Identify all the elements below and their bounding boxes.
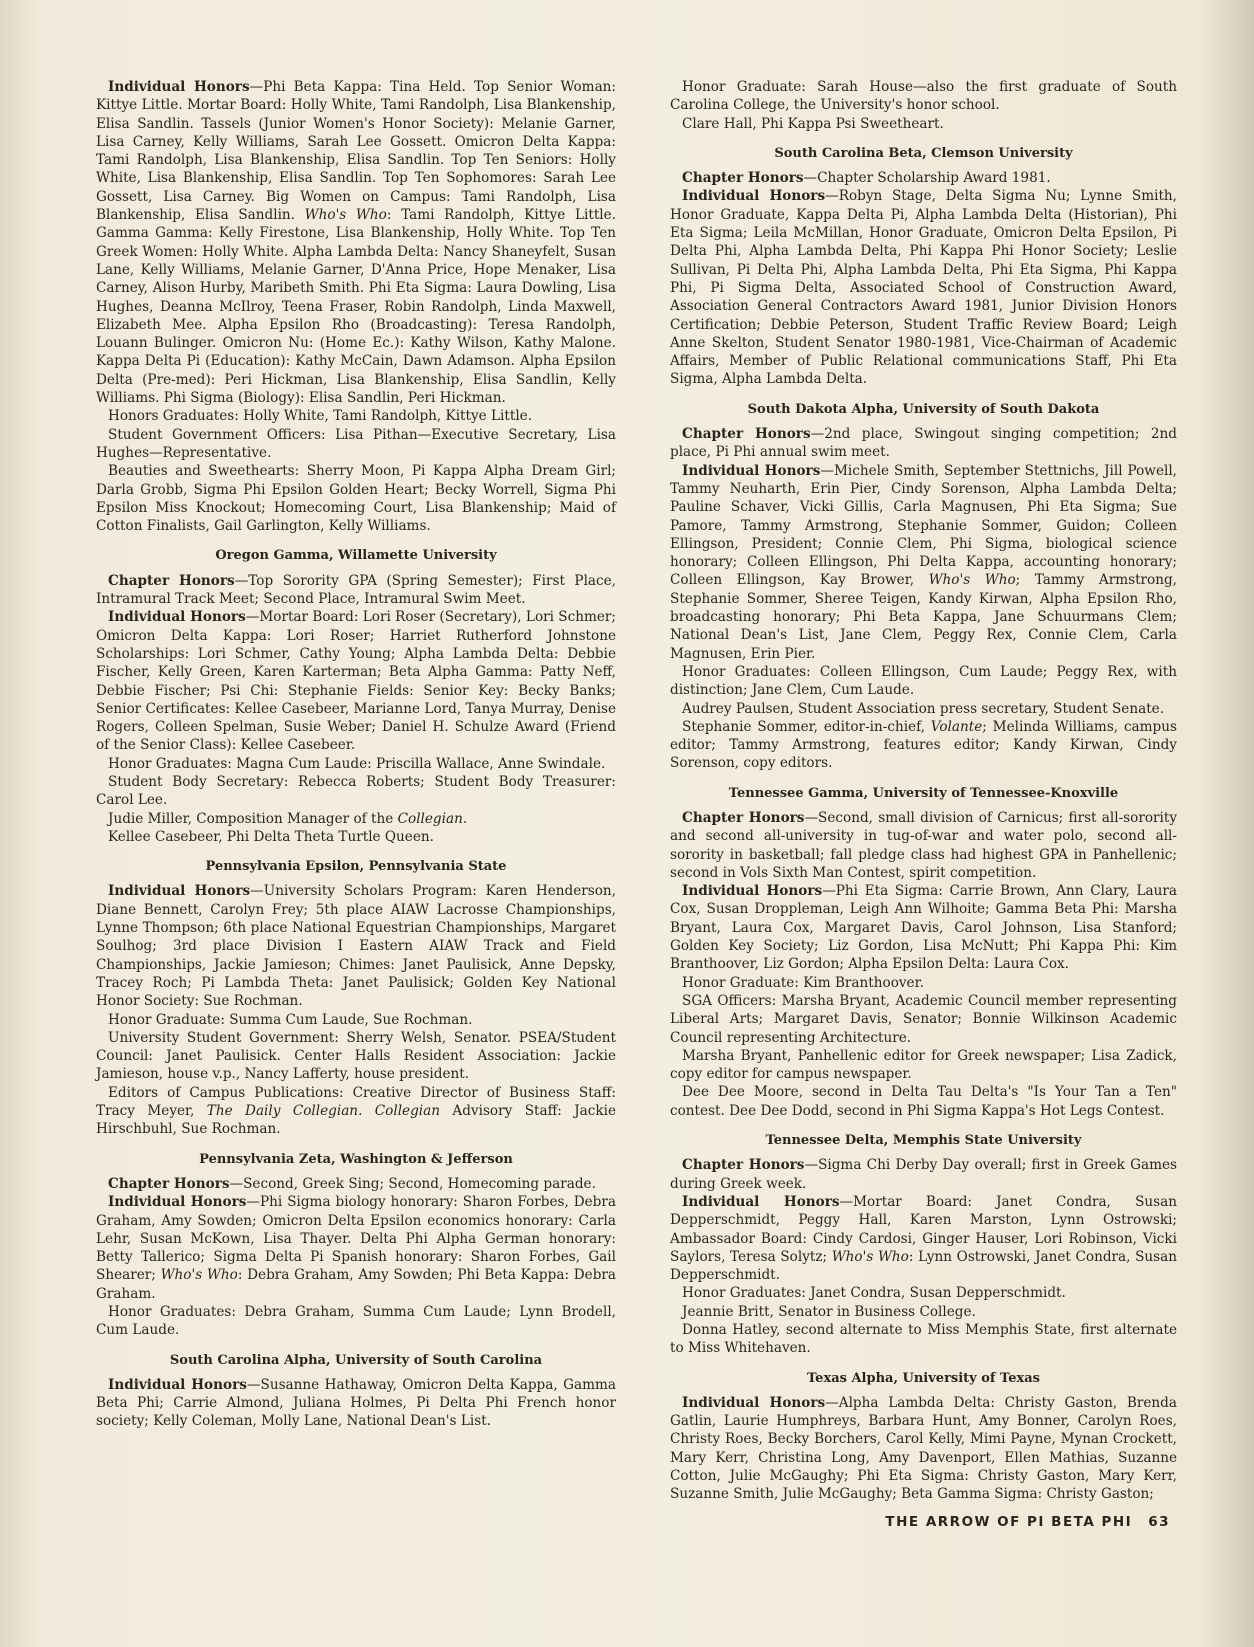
paragraph-text: —Phi Sigma biology honorary: Sharon Forbes, Debra Graham, Amy Sowden; Omicron Delta Epsilon economics honorary: Carla Lehr, Susan McKown, Lisa Thayer. Delta Phi Alpha German honorary: Betty Tallerico; Sigma Delta Pi Spanish honorary: Sharon Forbes, Gail Shearer; xyxy=(96,1194,616,1284)
paragraph xyxy=(670,169,1177,187)
paragraph-text: : Debra Graham, Amy Sowden; Phi Beta Kappa: Debra Graham. xyxy=(96,1267,616,1302)
paragraph-text: —Chapter Scholarship Award 1981. xyxy=(803,170,1051,187)
run-in-label: Individual Honors xyxy=(682,462,821,479)
italic-title: Collegian xyxy=(397,810,463,827)
paragraph-text: —2nd place, Swingout singing competition; 2nd place, Pi Phi annual swim meet. xyxy=(670,426,1178,461)
paragraph-text: . xyxy=(358,1103,375,1120)
paragraph xyxy=(670,974,1177,992)
paragraph xyxy=(670,809,1177,882)
paragraph-text: Honor Graduate: Sarah House—also the first graduate of South Carolina College, the University's honor school. xyxy=(670,79,1177,114)
paragraph-text: —Top Sorority GPA (Spring Semester); First Place, Intramural Track Meet; Second Place, Intramural Swim Meet. xyxy=(96,572,617,608)
paragraph-text: Honor Graduate: Kim Branthoover. xyxy=(682,974,924,991)
italic-title: Who's Who xyxy=(831,1248,909,1265)
paragraph-text: Kellee Casebeer, Phi Delta Theta Turtle Queen. xyxy=(108,828,434,845)
paragraph-text: Beauties and Sweethearts: Sherry Moon, Pi Kappa Alpha Dream Girl; Darla Grobb, Sigma Phi Epsilon Golden Heart; Becky Worrell, Sigma Phi Epsilon Miss Knockout; Homecoming Court, Lisa Blankenship; Maid of Cotton Finalists, Gail Garlington, Kelly Williams. xyxy=(96,463,616,535)
paragraph-text: ; Tammy Armstrong, Stephanie Sommer, Sheree Teigen, Kandy Kirwan, Alpha Epsilon Rho, broadcasting honorary; Phi Beta Kappa, Jane Schuurmans Clem; National Dean's List, Jane Clem, Peggy Rex, Connie Clem, Carla Magnusen, Erin Pier. xyxy=(670,572,1178,662)
paragraph xyxy=(96,1175,616,1193)
paragraph xyxy=(670,1156,1177,1193)
run-in-label: Chapter Honors xyxy=(682,809,805,826)
paragraph-text: ; Melinda Williams, campus editor; Tammy Armstrong, features editor; Kandy Kirwan, Cindy Sorenson, copy editors. xyxy=(670,718,1177,772)
paragraph xyxy=(670,1047,1177,1084)
paragraph xyxy=(96,882,616,1010)
paragraph-text: Student Government Officers: Lisa Pithan—Executive Secretary, Lisa Hughes—Representative. xyxy=(96,426,616,461)
paragraph-text: —Michele Smith, September Stettnichs, Jill Powell, Tammy Neuharth, Erin Pier, Cindy Sorenson, Alpha Lambda Delta; Pauline Schaver, Vicki Gillis, Carla Magnusen, Phi Eta Sigma; Sue Pamore, Tammy Armstrong, Stephanie Sommer, Guidon; Colleen Ellingson, President; Connie Clem, Phi Sigma, biological science honorary; Colleen Ellingson, Phi Delta Kappa, accounting honorary; Colleen Ellingson, Kay Brower, xyxy=(670,462,1178,589)
paragraph-text: Dee Dee Moore, second in Delta Tau Delta's "Is Your Tan a Ten" contest. Dee Dee Dodd, second in Phi Sigma Kappa's Hot Legs Contest. xyxy=(670,1084,1177,1119)
paragraph xyxy=(96,1011,616,1029)
paragraph-text: Marsha Bryant, Panhellenic editor for Greek newspaper; Lisa Zadick, copy editor for campus newspaper. xyxy=(670,1047,1177,1083)
section-heading: South Dakota Alpha, University of South Dakota xyxy=(747,401,1100,417)
paragraph xyxy=(670,1083,1177,1120)
paragraph xyxy=(96,1376,616,1431)
run-in-label: Individual Honors xyxy=(682,1193,840,1210)
paragraph xyxy=(670,1303,1177,1321)
run-in-label: Individual Honors xyxy=(682,188,826,205)
paragraph xyxy=(670,425,1177,462)
section-heading: South Carolina Beta, Clemson University xyxy=(774,145,1073,161)
paragraph-text: —University Scholars Program: Karen Henderson, Diane Bennett, Carolyn Frey; 5th place AIAW Lacrosse Championships, Lynne Thompson; 6th place National Equestrian Championships, Margaret Soulhog; 3rd place Division I Eastern AIAW Track and Field Championships, Jackie Jamieson; Chimes: Janet Paulisick, Anne Depsky, Tracey Roch; Pi Lambda Theta: Janet Paulisick; Golden Key National Honor Society: Sue Rochman. xyxy=(96,883,616,1010)
paragraph-text: —Second, Greek Sing; Second, Homecoming parade. xyxy=(229,1175,596,1192)
section-heading: Tennessee Gamma, University of Tennessee-Knoxville xyxy=(728,785,1119,801)
paragraph xyxy=(670,700,1177,718)
run-in-label: Individual Honors xyxy=(108,883,251,900)
paragraph-text: Stephanie Sommer, editor-in-chief, xyxy=(682,718,931,735)
publication-title: THE ARROW OF PI BETA PHI xyxy=(885,1514,1133,1530)
run-in-label: Chapter Honors xyxy=(108,1175,230,1192)
paragraph xyxy=(670,1321,1177,1358)
paragraph-text: —Phi Eta Sigma: Carrie Brown, Ann Clary, Laura Cox, Susan Droppleman, Leigh Ann Wilhoite; Gamma Beta Phi: Marsha Bryant, Laura Cox, Margaret Davis, Carol Johnson, Lisa Stanford; Golden Key Society; Liz Gordon, Lisa McNutt; Phi Kappa Phi: Kim Branthoover, Liz Gordon; Alpha Epsilon Delta: Laura Cox. xyxy=(670,883,1177,973)
italic-title: Who's Who xyxy=(160,1267,238,1284)
paragraph xyxy=(670,992,1177,1047)
paragraph xyxy=(670,718,1177,773)
paragraph-text: Jeannie Britt, Senator in Business College. xyxy=(682,1303,976,1320)
paragraph xyxy=(96,426,616,463)
paragraph xyxy=(96,1193,616,1303)
page-footer xyxy=(870,1514,1170,1530)
paragraph-text: Honors Graduates: Holly White, Tami Randolph, Kittye Little. xyxy=(108,408,533,425)
paragraph xyxy=(670,115,1177,133)
right-column xyxy=(670,78,1177,1504)
paragraph-text: —Second, small division of Carnicus; first all-sorority and second all-university in tug-of-war and water polo, second all-sorority in basketball; fall pledge class had highest GPA in Panhellenic; second in Vols Sixth Man Contest, spirit competition. xyxy=(670,809,1177,881)
paragraph-text: Judie Miller, Composition Manager of the xyxy=(108,810,398,827)
paragraph-text: —Sigma Chi Derby Day overall; first in Greek Games during Greek week. xyxy=(670,1157,1178,1192)
italic-title: The Daily Collegian xyxy=(206,1103,359,1120)
italic-title: Volante xyxy=(930,718,983,735)
paragraph xyxy=(96,572,616,609)
italic-title: Who's Who xyxy=(304,207,387,224)
paragraph-text: Editors of Campus Publications: Creative Director of Business Staff: Tracy Meyer, xyxy=(96,1084,616,1120)
section-heading: Tennessee Delta, Memphis State University xyxy=(765,1133,1082,1149)
paragraph-text: —Susanne Hathaway, Omicron Delta Kappa, Gamma Beta Phi; Carrie Almond, Juliana Holmes, Pi Delta Phi French honor society; Kelly Coleman, Molly Lane, National Dean's List. xyxy=(96,1376,616,1430)
paragraph-text: Honor Graduate: Summa Cum Laude, Sue Rochman. xyxy=(108,1011,473,1028)
italic-title: Who's Who xyxy=(928,572,1016,589)
paragraph xyxy=(96,828,616,846)
paragraph xyxy=(96,407,616,425)
italic-title: Collegian xyxy=(374,1103,441,1120)
paragraph-text: : Lynn Ostrowski, Janet Condra, Susan Depperschmidt. xyxy=(670,1248,1178,1284)
paragraph-text: —Mortar Board: Lori Roser (Secretary), Lori Schmer; Omicron Delta Kappa: Lori Roser; Harriet Rutherford Johnstone Scholarships: Lori Schmer, Cathy Young; Alpha Lambda Delta: Debbie Fischer, Kelly Green, Karen Karterman; Beta Alpha Gamma: Patty Neff, Debbie Fischer; Psi Chi: Stephanie Fields: Senior Key: Becky Banks; Senior Certificates: Kellee Casebeer, Marianne Lord, Tanya Murray, Denise Rogers, Colleen Spelman, Susie Weber; Daniel H. Schulze Award (Friend of the Senior Class): Kellee Casebeer. xyxy=(96,609,616,754)
paragraph xyxy=(96,773,616,810)
run-in-label: Individual Honors xyxy=(108,609,246,626)
run-in-label: Individual Honors xyxy=(682,1394,826,1411)
paragraph-text: —Alpha Lambda Delta: Christy Gaston, Brenda Gatlin, Laurie Humphreys, Barbara Hunt, Amy Bonner, Carolyn Roes, Christy Roes, Becky Borchers, Carol Kelly, Mimi Payne, Mynan Crockett, Mary Kerr, Christina Long, Amy Davenport, Ellen Mathias, Suzanne Cotton, Julie McGaughy; Phi Eta Sigma: Christy Gaston, Mary Kerr, Suzanne Smith, Julie McGaughy; Beta Gamma Sigma: Christy Gaston; xyxy=(670,1394,1177,1503)
section-heading: Oregon Gamma, Willamette University xyxy=(215,548,497,564)
section-heading: Pennsylvania Zeta, Washington & Jefferson xyxy=(199,1151,513,1167)
left-column xyxy=(96,78,616,1431)
paragraph xyxy=(96,755,616,773)
paragraph xyxy=(670,1193,1177,1284)
paragraph-text: Student Body Secretary: Rebecca Roberts; Student Body Treasurer: Carol Lee. xyxy=(96,773,616,809)
paragraph-text: —Phi Beta Kappa: Tina Held. Top Senior Woman: Kittye Little. Mortar Board: Holly White, Tami Randolph, Lisa Blankenship, Elisa Sandlin. Tassels (Junior Women's Honor Society): Melanie Garner, Lisa Carney, Kelly Williams, Sarah Lee Gossett. Omicron Delta Kappa: Tami Randolph, Lisa Blankenship, Elisa Sandlin. Top Ten Seniors: Holly White, Lisa Blankenship, Elisa Sandlin. Top Ten Sophomores: Sarah Lee Gossett, Lisa Carney. Big Women on Campus: Tami Randolph, Lisa Blankenship, Elisa Sandlin. xyxy=(96,79,617,224)
run-in-label: Chapter Honors xyxy=(682,170,804,187)
paragraph-text: . xyxy=(462,810,468,827)
section-heading: South Carolina Alpha, University of South Carolina xyxy=(169,1352,543,1368)
run-in-label: Chapter Honors xyxy=(682,1157,805,1174)
paragraph-text: Honor Graduates: Janet Condra, Susan Depperschmidt. xyxy=(682,1285,1066,1302)
paragraph-text: —Robyn Stage, Delta Sigma Nu; Lynne Smith, Honor Graduate, Kappa Delta Pi, Alpha Lambda Delta (Historian), Phi Eta Sigma; Leila McMillan, Honor Graduate, Omicron Delta Epsilon, Pi Delta Phi, Alpha Lambda Delta, Phi Kappa Phi Honor Society; Leslie Sullivan, Pi Delta Phi, Alpha Lambda Delta, Phi Eta Sigma, Phi Kappa Phi, Pi Sigma Delta, Associated School of Construction Award, Association General Contractors Award 1981, Junior Division Honors Certification; Debbie Peterson, Student Traffic Review Board; Leigh Anne Skelton, Student Senator 1980-1981, Vice-Chairman of Academic Affairs, Member of Public Relational communications Staff, Phi Eta Sigma, Alpha Lambda Delta. xyxy=(670,188,1177,388)
paragraph-text: SGA Officers: Marsha Bryant, Academic Council member representing Liberal Arts; Margaret Davis, Senator; Bonnie Wilkinson Academic Council representing Architecture. xyxy=(670,992,1177,1046)
run-in-label: Individual Honors xyxy=(108,1376,247,1393)
paragraph xyxy=(670,462,1177,663)
paragraph-text: Donna Hatley, second alternate to Miss Memphis State, first alternate to Miss Whitehaven. xyxy=(670,1322,1177,1357)
paragraph xyxy=(96,78,616,407)
paragraph xyxy=(670,1394,1177,1504)
paragraph xyxy=(96,1084,616,1139)
section-heading: Texas Alpha, University of Texas xyxy=(807,1370,1040,1386)
paragraph-text: —Mortar Board: Janet Condra, Susan Depperschmidt, Peggy Hall, Karen Marston, Lynn Ostrowski; Ambassador Board: Cindy Cardosi, Ginger Hauser, Lori Robinson, Vicki Saylors, Teresa Solytz; xyxy=(670,1193,1177,1265)
run-in-label: Chapter Honors xyxy=(682,426,811,443)
paragraph-text: Honor Graduates: Colleen Ellingson, Cum Laude; Peggy Rex, with distinction; Jane Clem, Cum Laude. xyxy=(670,663,1177,699)
paragraph xyxy=(96,462,616,535)
paragraph-text: Honor Graduates: Magna Cum Laude: Priscilla Wallace, Anne Swindale. xyxy=(108,755,606,772)
run-in-label: Chapter Honors xyxy=(108,572,235,589)
paragraph-text: Advisory Staff: Jackie Hirschbuhl, Sue Rochman. xyxy=(96,1103,616,1138)
paragraph xyxy=(670,1284,1177,1302)
run-in-label: Individual Honors xyxy=(108,1194,247,1211)
paragraph xyxy=(670,78,1177,115)
run-in-label: Individual Honors xyxy=(108,79,250,95)
paragraph-text: Clare Hall, Phi Kappa Psi Sweetheart. xyxy=(682,115,944,132)
run-in-label: Individual Honors xyxy=(682,883,823,900)
paragraph xyxy=(96,810,616,828)
paragraph xyxy=(670,663,1177,700)
paragraph-text: University Student Government: Sherry Welsh, Senator. PSEA/Student Council: Janet Paulisick. Center Halls Resident Association: Jackie Jamieson, house v.p., Nancy Lafferty, house president. xyxy=(96,1029,616,1083)
paragraph xyxy=(670,187,1177,388)
paragraph xyxy=(670,882,1177,973)
paragraph-text: : Tami Randolph, Kittye Little. Gamma Gamma: Kelly Firestone, Lisa Blankenship, Holly White. Top Ten Greek Women: Holly White. Alpha Lambda Delta: Nancy Shaneyfelt, Susan Lane, Kelly Williams, Melanie Garner, D'Anna Price, Hope Menaker, Lisa Carney, Alison Hurby, Maribeth Smith. Phi Eta Sigma: Laura Dowling, Lisa Hughes, Deanna McIlroy, Teena Fraser, Robin Randolph, Linda Maxwell, Elizabeth Mee. Alpha Epsilon Rho (Broadcasting): Teresa Randolph, Louann Bulinger. Omicron Nu: (Home Ec.): Kathy Wilson, Kathy Malone. Kappa Delta Pi (Education): Kathy McCain, Dawn Adamson. Alpha Epsilon Delta (Pre-med): Peri Hickman, Lisa Blankenship, Elisa Sandlin, Kelly Williams. Phi Sigma (Biology): Elisa Sandlin, Peri Hickman. xyxy=(96,207,616,407)
paragraph-text: Honor Graduates: Debra Graham, Summa Cum Laude; Lynn Brodell, Cum Laude. xyxy=(96,1304,616,1339)
paragraph xyxy=(96,1029,616,1084)
section-heading: Pennsylvania Epsilon, Pennsylvania State xyxy=(205,859,507,875)
paragraph xyxy=(96,1303,616,1340)
page-number: 63 xyxy=(1148,1514,1170,1530)
paragraph-text: Audrey Paulsen, Student Association press secretary, Student Senate. xyxy=(682,700,1165,717)
paragraph xyxy=(96,608,616,754)
